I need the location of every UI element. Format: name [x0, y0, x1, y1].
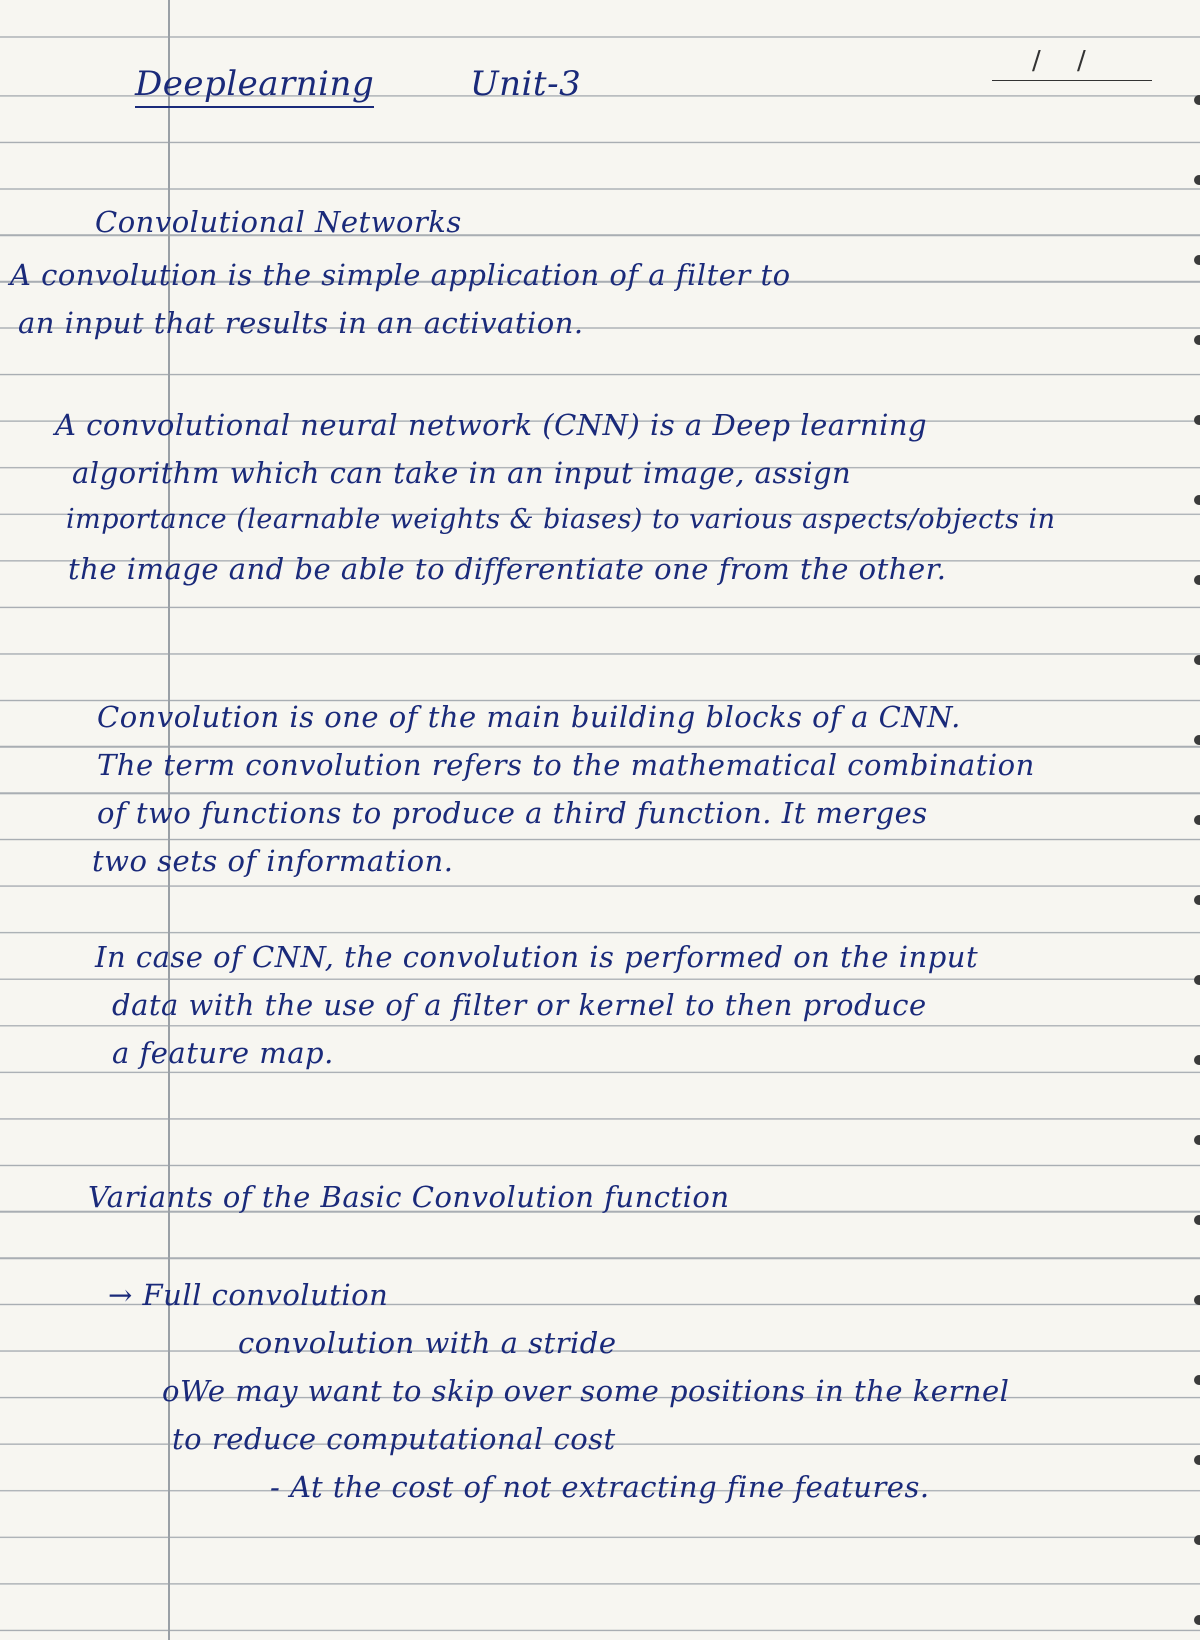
- text-line: to reduce computational cost: [172, 1422, 616, 1456]
- bullet-full-convolution: → Full convolution: [108, 1278, 389, 1312]
- binder-hole: [1194, 95, 1200, 105]
- binder-hole: [1194, 255, 1200, 265]
- binder-hole: [1194, 175, 1200, 185]
- binder-hole: [1194, 815, 1200, 825]
- section-heading-variants: Variants of the Basic Convolution function: [88, 1180, 730, 1214]
- binder-hole: [1194, 655, 1200, 665]
- text-line: algorithm which can take in an input image, assign: [72, 456, 852, 490]
- date-slash: /: [1032, 46, 1041, 76]
- binder-hole: [1194, 335, 1200, 345]
- binder-hole: [1194, 495, 1200, 505]
- sub-heading-stride: convolution with a stride: [238, 1326, 617, 1360]
- note-line: - At the cost of not extracting fine features.: [270, 1470, 930, 1504]
- text-line: the image and be able to differentiate one from the other.: [68, 552, 947, 586]
- text-line: two sets of information.: [92, 844, 454, 878]
- text-line: importance (learnable weights & biases) to various aspects/objects in: [66, 504, 1056, 535]
- binder-holes: [1186, 0, 1200, 1640]
- date-field: [992, 46, 1152, 81]
- text-line: data with the use of a filter or kernel to then produce: [112, 988, 927, 1022]
- binder-hole: [1194, 1135, 1200, 1145]
- binder-hole: [1194, 895, 1200, 905]
- binder-hole: [1194, 1615, 1200, 1625]
- binder-hole: [1194, 1375, 1200, 1385]
- unit-title: Unit-3: [470, 64, 582, 104]
- date-slash: /: [1077, 46, 1086, 76]
- binder-hole: [1194, 1215, 1200, 1225]
- text-line: The term convolution refers to the mathematical combination: [97, 748, 1035, 782]
- binder-hole: [1194, 1535, 1200, 1545]
- binder-hole: [1194, 975, 1200, 985]
- binder-hole: [1194, 575, 1200, 585]
- text-line: Convolution is one of the main building blocks of a CNN.: [97, 700, 961, 734]
- text-line: an input that results in an activation.: [18, 306, 584, 340]
- section-heading-convolutional-networks: Convolutional Networks: [95, 205, 462, 239]
- text-line: a feature map.: [112, 1036, 334, 1070]
- text-line: of two functions to produce a third function. It merges: [97, 796, 928, 830]
- text-line: A convolutional neural network (CNN) is a Deep learning: [55, 408, 928, 442]
- binder-hole: [1194, 735, 1200, 745]
- binder-hole: [1194, 415, 1200, 425]
- text-line: A convolution is the simple application of a filter to: [10, 258, 791, 292]
- subject-title: Deeplearning: [135, 64, 374, 108]
- binder-hole: [1194, 1055, 1200, 1065]
- binder-hole: [1194, 1455, 1200, 1465]
- text-line: oWe may want to skip over some positions in the kernel: [162, 1374, 1010, 1408]
- text-line: In case of CNN, the convolution is performed on the input: [95, 940, 979, 974]
- binder-hole: [1194, 1295, 1200, 1305]
